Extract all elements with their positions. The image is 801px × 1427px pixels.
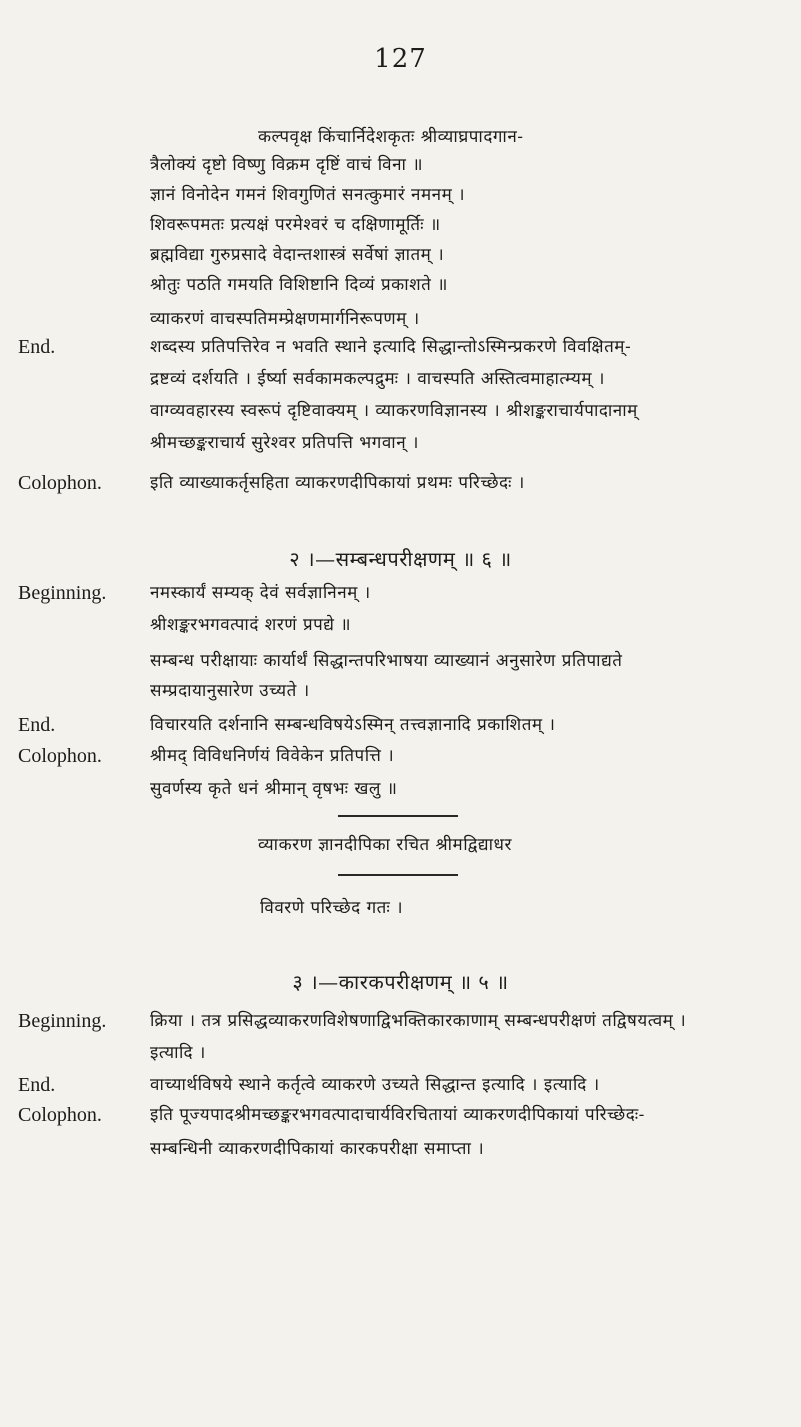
- beginning-text-line: सम्प्रदायानुसारेण उच्यते ।: [150, 681, 310, 701]
- end-label: End.: [18, 714, 56, 736]
- end-text-line: द्रष्टव्यं दर्शयति । ईर्ष्या सर्वकामकल्पद्रुमः । वाचस्पति अस्तित्वमाहात्म्यम् ।: [150, 369, 605, 389]
- colophon-label: Colophon.: [18, 472, 102, 494]
- colophon-text-line: इति पूज्यपादश्रीमच्छङ्करभगवत्पादाचार्यविरचितायां व्याकरणदीपिकायां परिच्छेदः-: [150, 1105, 645, 1125]
- text-line: व्याकरणं वाचस्पतिमम्प्रेक्षणमार्गनिरूपणम् ।: [150, 309, 420, 329]
- text-line: कल्पवृक्ष किंचार्निदेशकृतः श्रीव्याघ्रपादगान-: [258, 127, 524, 147]
- colophon-text-line: सुवर्णस्य कृते धनं श्रीमान् वृषभः खलु ॥: [150, 779, 398, 799]
- title-line: विवरणे परिच्छेद गतः ।: [260, 898, 404, 918]
- end-text-line: शब्दस्य प्रतिपत्तिरेव न भवति स्थाने इत्यादि सिद्धान्तोऽस्मिन्प्रकरणे विवक्षितम्-: [150, 337, 632, 357]
- end-text-line: विचारयति दर्शनानि सम्बन्धविषयेऽस्मिन् तत्त्वज्ञानादि प्रकाशितम् ।: [150, 715, 556, 735]
- text-line: ब्रह्मविद्या गुरुप्रसादे वेदान्तशास्त्रं सर्वेषां ज्ञातम् ।: [150, 245, 445, 265]
- beginning-text-line: क्रिया । तत्र प्रसिद्धव्याकरणविशेषणाद्विभक्तिकारकाणाम् सम्बन्धपरीक्षणं तद्विषयत्वम् ।: [150, 1011, 687, 1031]
- page-number: 127: [374, 44, 427, 74]
- beginning-text-line: नमस्कार्यं सम्यक् देवं सर्वज्ञानिनम् ।: [150, 583, 371, 603]
- beginning-text-line: इत्यादि ।: [150, 1043, 206, 1063]
- end-text-line: वाच्यार्थविषये स्थाने कर्तृत्वे व्याकरणे उच्यते सिद्धान्त इत्यादि । इत्यादि ।: [150, 1075, 600, 1095]
- colophon-text-line: सम्बन्धिनी व्याकरणदीपिकायां कारकपरीक्षा समाप्ता ।: [150, 1139, 485, 1159]
- section-heading: ३ ।—कारकपरीक्षणम् ॥ ५ ॥: [292, 970, 509, 994]
- beginning-text-line: श्रीशङ्करभगवत्पादं शरणं प्रपद्ये ॥: [150, 615, 352, 635]
- colophon-text-line: इति व्याख्याकर्तृसहिता व्याकरणदीपिकायां प्रथमः परिच्छेदः ।: [150, 473, 525, 493]
- colophon-label: Colophon.: [18, 1104, 102, 1126]
- text-line: ज्ञानं विनोदेन गमनं शिवगुणितं सनत्कुमारं नमनम् ।: [150, 185, 466, 205]
- separator: [338, 815, 458, 817]
- author-line: व्याकरण ज्ञानदीपिका रचित श्रीमद्विद्याधर: [258, 835, 512, 855]
- separator: [338, 874, 458, 876]
- end-label: End.: [18, 336, 56, 358]
- section-heading: २ ।—सम्बन्धपरीक्षणम् ॥ ६ ॥: [289, 547, 512, 571]
- beginning-text-line: सम्बन्ध परीक्षायाः कार्यार्थं सिद्धान्तपरिभाषया व्याख्यानं अनुसारेण प्रतिपाद्यते: [150, 651, 623, 671]
- colophon-text-line: श्रीमद् विविधनिर्णयं विवेकेन प्रतिपत्ति ।: [150, 746, 395, 766]
- end-text-line: वाग्व्यवहारस्य स्वरूपं दृष्टिवाक्यम् । व्याकरणविज्ञानस्य । श्रीशङ्कराचार्यपादानाम्: [150, 401, 638, 421]
- text-line: श्रोतुः पठति गमयति विशिष्टानि दिव्यं प्रकाशते ॥: [150, 275, 448, 295]
- beginning-label: Beginning.: [18, 582, 107, 604]
- end-label: End.: [18, 1074, 56, 1096]
- text-line: शिवरूपमतः प्रत्यक्षं परमेश्वरं च दक्षिणामूर्तिः ॥: [150, 215, 441, 235]
- colophon-label: Colophon.: [18, 745, 102, 767]
- end-text-line: श्रीमच्छङ्कराचार्य सुरेश्वर प्रतिपत्ति भगवान् ।: [150, 433, 419, 453]
- text-line: त्रैलोक्यं दृष्टो विष्णु विक्रम दृष्टिं वाचं विना ॥: [150, 155, 424, 175]
- beginning-label: Beginning.: [18, 1010, 107, 1032]
